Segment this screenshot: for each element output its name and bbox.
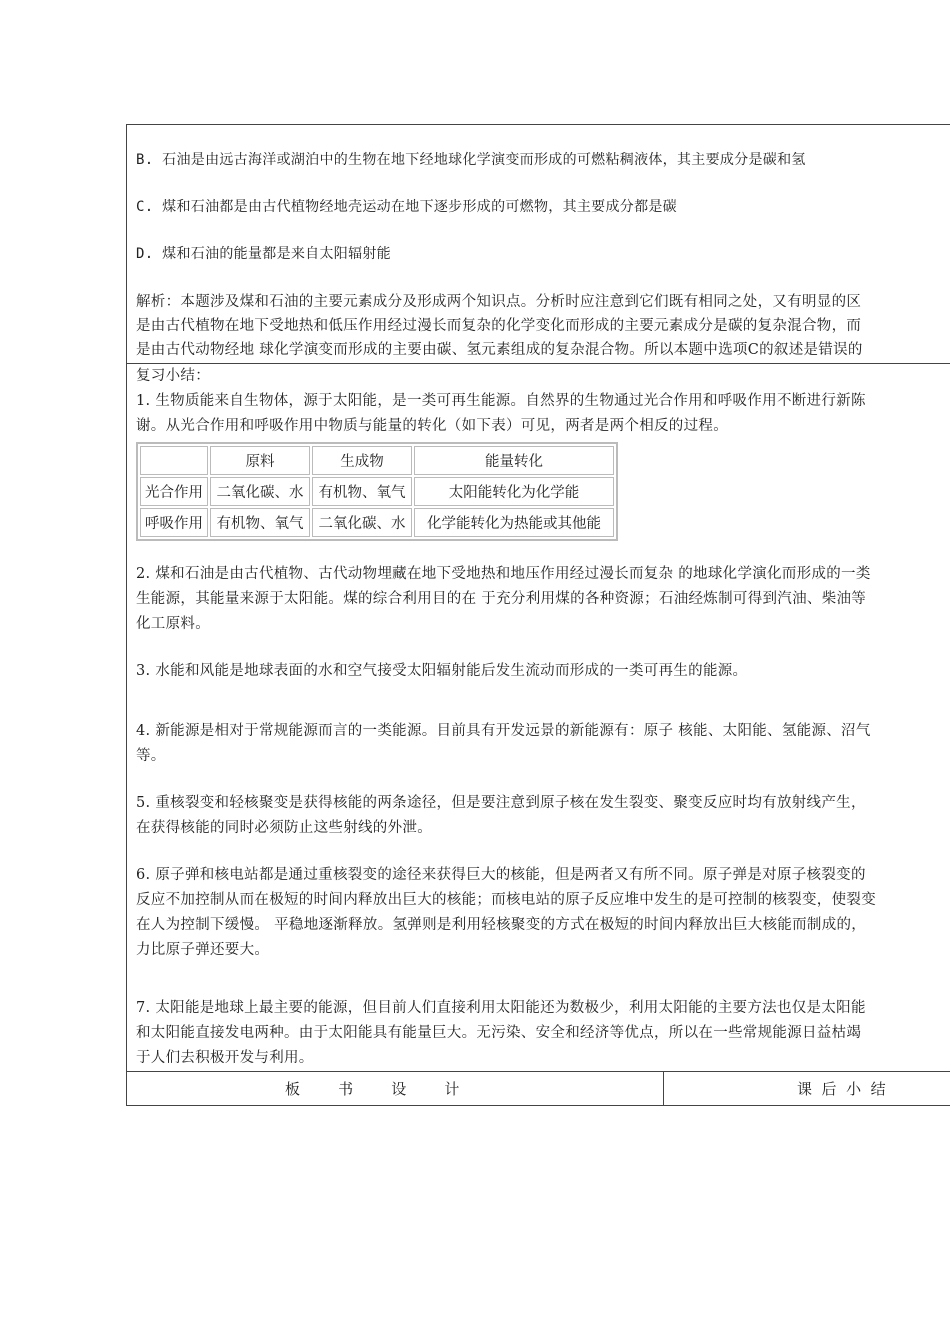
summary-item-4: 4. 新能源是相对于常规能源而言的一类能源。目前具有开发远景的新能源有：原子 核能、太阳能、氢能源、沼气 [136,723,871,739]
table-cell: 太阳能转化为化学能 [414,477,614,506]
summary-item-6: 力比原子弹还要大。 [136,942,270,958]
table-header-cell: 能量转化 [414,446,614,475]
analysis-line: 是由古代植物在地下受地热和低压作用经过漫长而复杂的化学变化而形成的主要元素成分是碳的复杂混合物，而 [136,318,862,334]
table-row [140,508,614,537]
column-divider [663,1071,664,1105]
summary-item-7: 7. 太阳能是地球上最主要的能源，但目前人们直接利用太阳能还为数极少，利用太阳能的主要方法也仅是太阳能 [136,1000,866,1016]
summary-item-5: 在获得核能的同时必须防止这些射线的外泄。 [136,820,432,836]
analysis-line: 解析：本题涉及煤和石油的主要元素成分及形成两个知识点。分析时应注意到它们既有相同之处，又有明显的区 [136,294,862,310]
table-cell: 二氧化碳、水 [312,508,412,537]
lesson-plan-table [126,124,950,1106]
summary-item-5: 5. 重核裂变和轻核聚变是获得核能的两条途径，但是要注意到原子核在发生裂变、聚变反应时均有放射线产生， [136,795,866,811]
table-row [140,477,614,506]
after-class-summary-label: 课 后 小 结 [797,1080,886,1098]
analysis-line: 是由古代动物经地 球化学演变而形成的主要由碳、氢元素组成的复杂混合物。所以本题中选项C的叙述是错误的 [136,342,863,358]
summary-item-3: 3. 水能和风能是地球表面的水和空气接受太阳辐射能后发生流动而形成的一类可再生的能源。 [136,663,748,679]
energy-conversion-table [136,442,618,541]
row-divider [127,363,950,364]
table-header-cell [140,446,208,475]
option-b: B. 石油是由远古海洋或湖泊中的生物在地下经地球化学演变而形成的可燃粘稠液体，其主要成分是碳和氢 [136,152,806,168]
table-cell: 化学能转化为热能或其他能 [414,508,614,537]
question-cell [127,125,950,363]
table-cell: 有机物、氧气 [312,477,412,506]
table-cell: 呼吸作用 [140,508,208,537]
summary-item-6: 6. 原子弹和核电站都是通过重核裂变的途径来获得巨大的核能，但是两者又有所不同。原子弹是对原子核裂变的 [136,867,866,883]
summary-item-7: 于人们去积极开发与利用。 [136,1050,314,1066]
summary-heading: 复习小结： [136,368,210,384]
table-header-cell: 生成物 [312,446,412,475]
table-cell: 有机物、氧气 [210,508,310,537]
summary-item-1: 1. 生物质能来自生物体，源于太阳能，是一类可再生能源。自然界的生物通过光合作用和呼吸作用不断进行新陈 [136,393,866,409]
option-c: C. 煤和石油都是由古代植物经地壳运动在地下逐步形成的可燃物，其主要成分都是碳 [136,199,677,215]
summary-item-2: 生能源，其能量来源于太阳能。煤的综合利用目的在 于充分利用煤的各种资源；石油经炼制可得到汽油、柴油等 [136,591,867,607]
option-d: D. 煤和石油的能量都是来自太阳辐射能 [136,246,391,262]
summary-item-6: 反应不加控制从而在极短的时间内释放出巨大的核能；而核电站的原子反应堆中发生的是可控制的核裂变，使裂变 [136,892,876,908]
board-design-label: 板 书 设 计 [285,1080,460,1098]
summary-item-2: 化工原料。 [136,616,210,632]
table-header-row [140,446,614,475]
summary-item-2: 2. 煤和石油是由古代植物、古代动物埋藏在地下受地热和地压作用经过漫长而复杂 的地球化学演化而形成的一类 [136,566,871,582]
summary-item-7: 和太阳能直接发电两种。由于太阳能具有能量巨大。无污染、安全和经济等优点，所以在一些常规能源日益枯竭 [136,1025,862,1041]
table-header-cell: 原料 [210,446,310,475]
summary-item-4: 等。 [136,748,166,764]
summary-item-1: 谢。从光合作用和呼吸作用中物质与能量的转化（如下表）可见，两者是两个相反的过程。 [136,418,728,434]
table-cell: 光合作用 [140,477,208,506]
summary-item-6: 在人为控制下缓慢。 平稳地逐渐释放。氢弹则是利用轻核聚变的方式在极短的时间内释放出巨大核能而制成的， [136,917,867,933]
table-cell: 二氧化碳、水 [210,477,310,506]
